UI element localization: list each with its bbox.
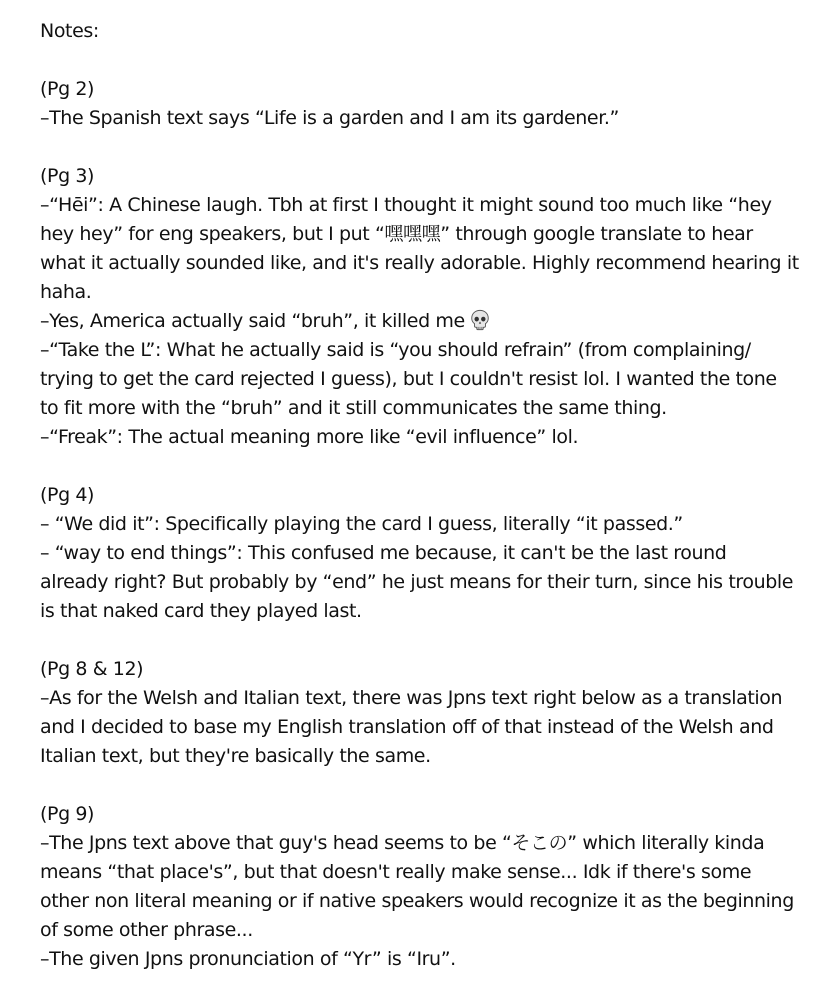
section-heading: (Pg 2)	[40, 78, 95, 100]
note-line: –“Freak”: The actual meaning more like “evil influence” lol.	[40, 426, 579, 448]
section-heading: (Pg 3)	[40, 165, 95, 187]
section-heading: (Pg 4)	[40, 484, 95, 506]
section-heading: (Pg 8 & 12)	[40, 658, 144, 680]
note-line: – “We did it”: Specifically playing the card I guess, literally “it passed.”	[40, 513, 683, 535]
note-line: –The given Jpns pronunciation of “Yr” is “Iru”.	[40, 948, 456, 970]
note-line: –The Spanish text says “Life is a garden and I am its gardener.”	[40, 107, 619, 129]
section-pg-9	[40, 800, 800, 974]
section-pg-2	[40, 75, 800, 133]
note-line: –The Jpns text above that guy's head seems to be “そこの” which literally kinda means “that place's”, but that doesn't really make sense... Idk if there's some other non literal meaning or if native speakers would recognize it as the beginning of some other phrase...	[40, 832, 800, 941]
skull-icon	[469, 309, 491, 331]
note-line: – “way to end things”: This confused me because, it can't be the last round already right? But probably by “end” he just means for their turn, since his trouble is that naked card they played last.	[40, 542, 799, 622]
note-line: –“Take the L”: What he actually said is “you should refrain” (from complaining/ trying to get the card rejected I guess), but I couldn't resist lol. I wanted the tone to fit more with the “bruh” and it still communicates the same thing.	[40, 339, 783, 419]
section-heading: (Pg 9)	[40, 803, 95, 825]
section-pg-3	[40, 162, 805, 452]
section-pg-4	[40, 481, 800, 626]
note-line-with-emoji	[40, 307, 800, 336]
note-line-text: –Yes, America actually said “bruh”, it killed me	[40, 310, 465, 332]
note-line: –“Hēi”: A Chinese laugh. Tbh at first I thought it might sound too much like “hey hey hey” for eng speakers, but I put “嘿嘿嘿” through google translate to hear what it actually sounded like, and it's really adorable. Highly recommend hearing it haha.	[40, 194, 805, 303]
note-line: –As for the Welsh and Italian text, there was Jpns text right below as a translation and I decided to base my English translation off of that instead of the Welsh and Italian text, but they're basically the same.	[40, 687, 788, 767]
notes-document	[40, 17, 805, 974]
notes-title: Notes:	[40, 20, 99, 42]
section-pg-8-12	[40, 655, 800, 771]
